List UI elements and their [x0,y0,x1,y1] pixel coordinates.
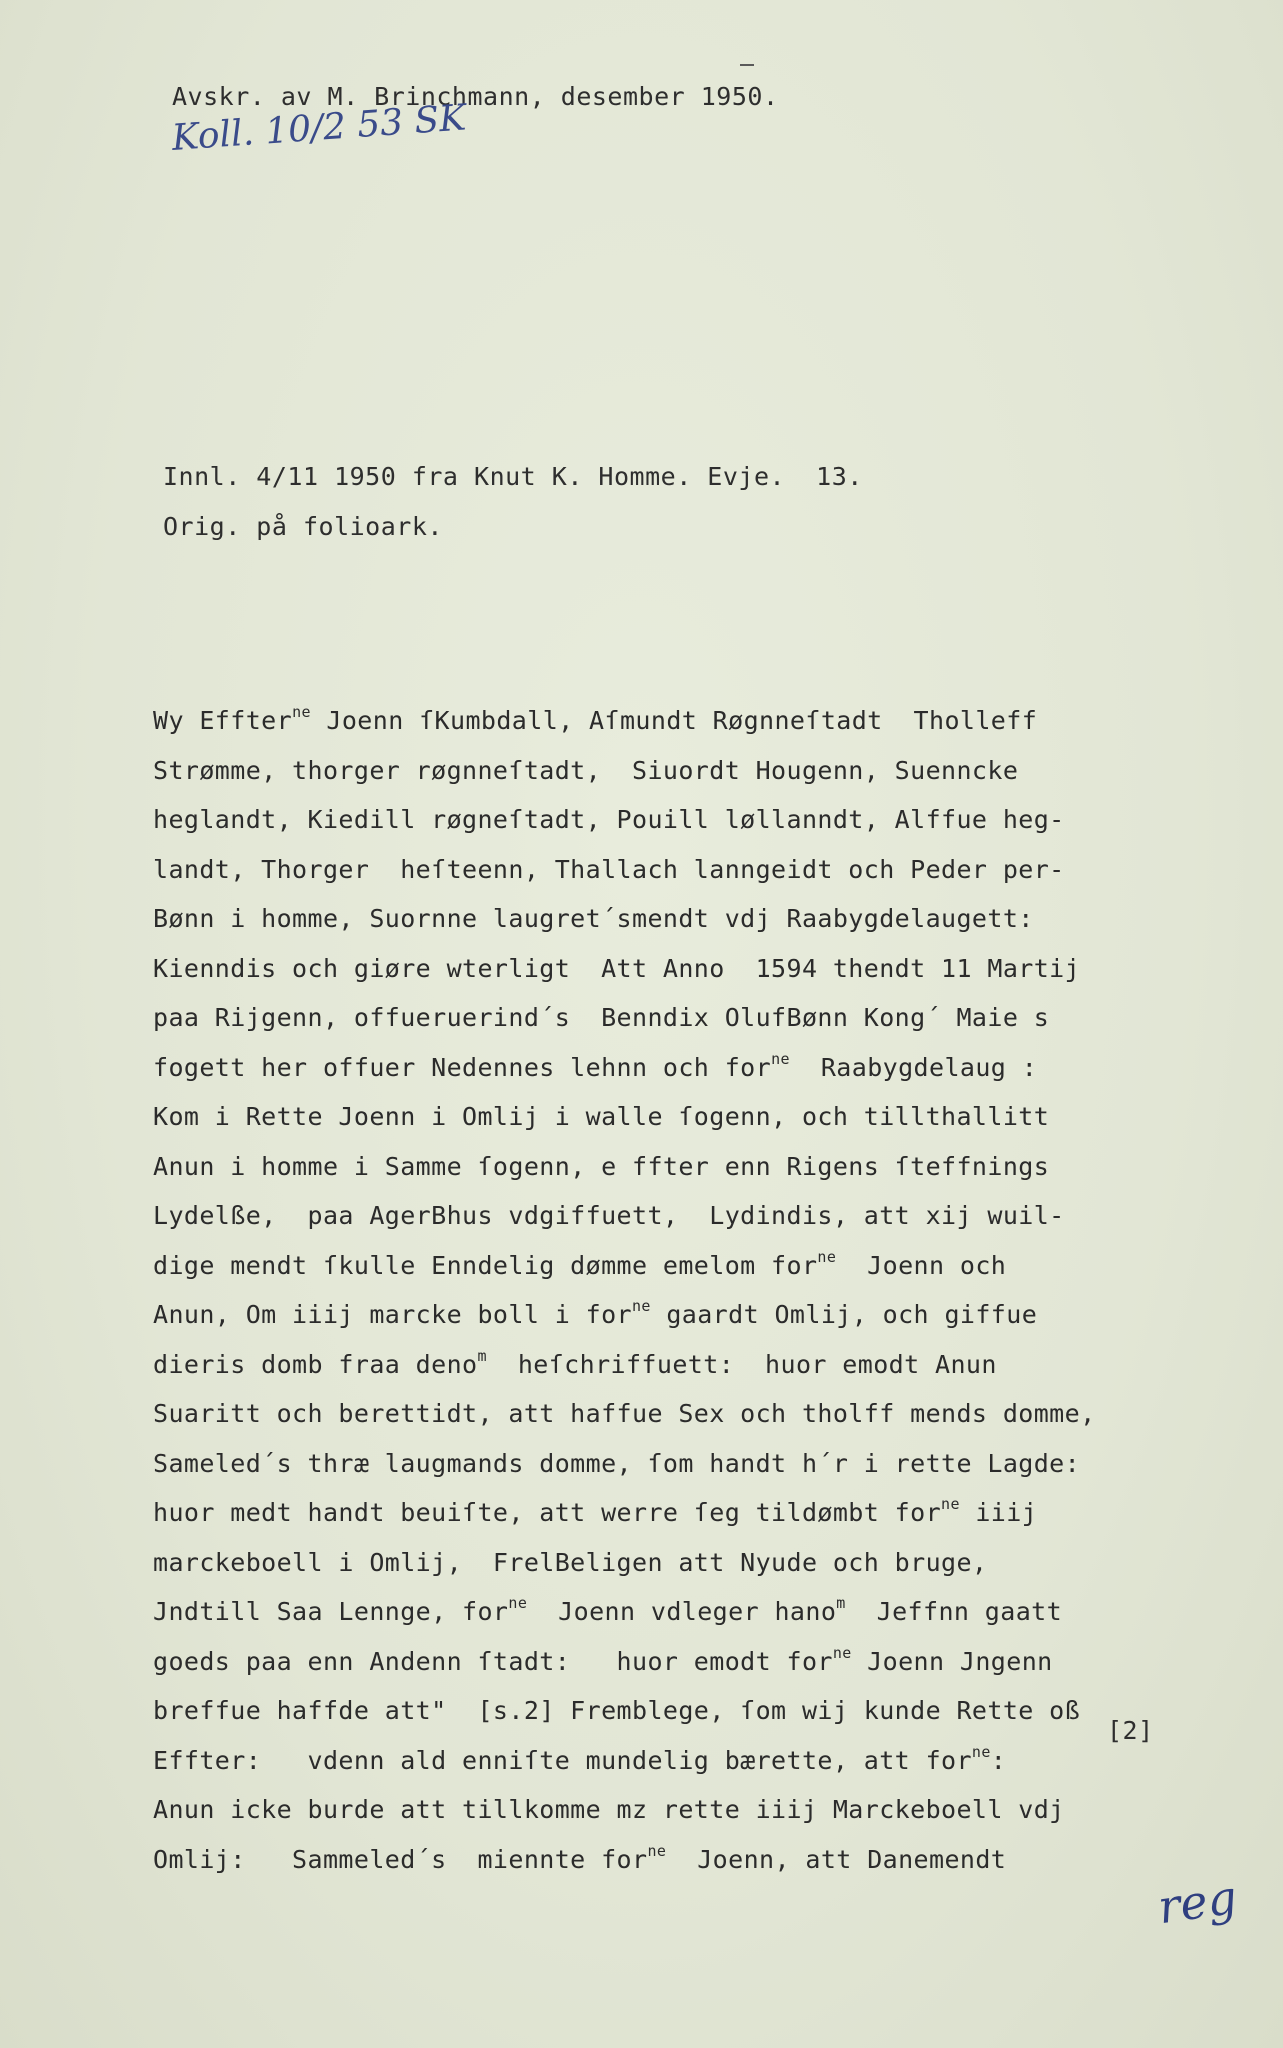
margin-page-reference: [2] [1107,1716,1154,1745]
superscript-abbreviation: ne [941,1495,960,1513]
text-line-main: breffue haffde att" [s.2] Fremblege, ſom wij kunde Rette oß [153,1696,1081,1725]
text-line-main: Kom i Rette Joenn i Omlij i walle ſogenn, och tillthallitt [153,1102,1050,1131]
text-line-main: Lydelße, paa AgerBhus vdgiffuett, Lydindis, att xij wuil- [153,1201,1065,1230]
text-line-continuation: Joenn ſKumbdall, Aſmundt Røgnneſtadt Tholleff [310,706,1038,735]
superscript-abbreviation: m [836,1594,846,1612]
text-line-continuation: : [990,1745,1007,1775]
text-line-continuation: Joenn och [836,1250,1007,1280]
superscript-abbreviation: ne [771,1049,790,1068]
text-line-main: Anun, Om iiij marcke boll i for [153,1300,632,1329]
top-dash-mark [740,64,754,66]
text-line [153,1795,1103,1845]
text-line-main: paa Rijgenn, offueruerind´s Benndix OlufBønn Kong´ Maie s [153,1003,1050,1032]
margin-handwritten-mark: reg [1154,1869,1241,1935]
superscript-abbreviation: ne [832,1643,852,1662]
text-line-continuation: Raabygdelaug : [789,1052,1038,1082]
text-line-main: dige mendt ſkulle Enndelig dømme emelom for [153,1250,818,1280]
text-line-main: Jndtill Saa Lennge, for [153,1597,509,1626]
text-line [153,1152,1103,1202]
text-line-main: Kienndis och giøre wterligt Att Anno 1594 thendt 11 Martij [153,953,1081,983]
superscript-abbreviation: ne [971,1742,991,1761]
text-line-continuation: Joenn vdleger hano [527,1597,837,1626]
text-line-main: heglandt, Kiedill røgneſtadt, Pouill løllanndt, Alffue heg- [153,805,1065,834]
receipt-line: Innl. 4/11 1950 fra Knut K. Homme. Evje. 13. [163,462,863,491]
transcription-note: Avskr. av M. Brinchmann, desember 1950. [172,82,779,111]
superscript-abbreviation: ne [292,703,311,721]
text-line-main: Sameled´s thræ laugmands domme, ſom handt h´r i rette Lagde: [153,1448,1081,1478]
text-line-continuation: Joenn, att Danemendt [666,1844,1007,1874]
text-line [153,1594,1103,1647]
archive-handwritten-note: Koll. 10/2 53 SK [170,97,468,159]
text-line [153,1449,1103,1499]
text-line-main: Anun icke burde att tillkomme mz rette iiij Marckeboell vdj [153,1795,1065,1824]
text-line [153,1643,1103,1697]
text-line [153,1201,1103,1251]
text-line [153,1346,1103,1400]
text-line [153,1841,1103,1895]
text-line-main: Wy Effter [153,706,293,735]
text-line-main: Effter: vdenn ald enniſte mundelig bærette, att for [153,1745,972,1775]
superscript-abbreviation: ne [647,1841,667,1860]
text-line-continuation: heſchriffuett: huor emodt Anun [486,1349,997,1379]
text-line-main: landt, Thorger heſteenn, Thallach lanngeidt och Peder per- [153,854,1065,884]
text-line-main: Anun i homme i Samme ſogenn, e ffter enn Rigens ſteffnings [153,1151,1050,1181]
text-line [153,1049,1103,1103]
text-line [153,855,1103,905]
text-line-main: Suaritt och berettidt, att haffue Sex och tholff mends domme, [153,1399,1096,1428]
text-line [153,1548,1103,1598]
text-line [153,954,1103,1004]
text-line-main: Omlij: Sammeled´s miennte for [153,1844,648,1874]
text-line-continuation: Joenn Jngenn [851,1646,1053,1676]
text-line-main: Bønn i homme, Suornne laugret´smendt vdj Raabygdelaugett: [153,904,1034,933]
superscript-abbreviation: ne [632,1297,651,1315]
superscript-abbreviation: ne [817,1247,837,1266]
text-line [153,1003,1103,1053]
text-line-main: huor medt handt beuiſte, att werre ſeg tildømbt for [153,1498,942,1527]
text-line [153,1247,1103,1301]
text-line [153,1742,1103,1796]
text-line [153,1297,1103,1350]
text-line-continuation: gaardt Omlij, och giffue [650,1300,1038,1329]
text-line-main: Strømme, thorger røgnneſtadt, Siuordt Hougenn, Suenncke [153,755,1019,785]
transcribed-text-body [153,703,1103,1894]
text-line-continuation: Jeffnn gaatt [845,1597,1063,1626]
text-line-main: marckeboell i Omlij, FrelBeligen att Nyude och bruge, [153,1547,988,1577]
text-line [153,756,1103,806]
text-line [153,1399,1103,1449]
text-line [153,703,1103,756]
text-line-main: goeds paa enn Andenn ſtadt: huor emodt for [153,1646,833,1676]
origin-line: Orig. på folioark. [163,512,443,541]
text-line-continuation: iiij [959,1498,1038,1527]
text-line-main: dieris domb fraa deno [153,1349,478,1379]
text-line [153,1102,1103,1152]
superscript-abbreviation: m [477,1346,487,1365]
text-line [153,1696,1103,1746]
superscript-abbreviation: ne [508,1594,528,1612]
text-line [153,1495,1103,1548]
text-line [153,904,1103,954]
text-line [153,805,1103,855]
text-line-main: fogett her offuer Nedennes lehnn och for [153,1052,772,1082]
